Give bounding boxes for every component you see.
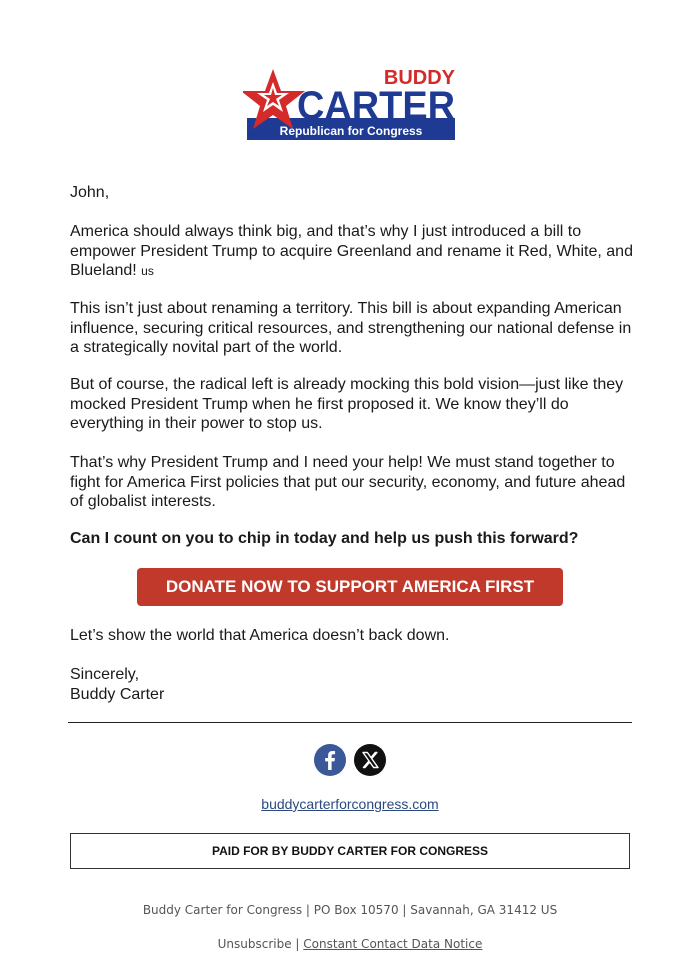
unsubscribe-link[interactable]: Unsubscribe [217, 937, 292, 951]
signoff: Sincerely, [70, 666, 140, 683]
facebook-icon[interactable] [314, 744, 346, 776]
us-flag-icon: us [141, 264, 154, 278]
donation-ask: Can I count on you to chip in today and help us push this forward? [70, 530, 579, 547]
logo-last-name: CARTER [297, 84, 456, 128]
paid-for-disclaimer: PAID FOR BY BUDDY CARTER FOR CONGRESS [70, 833, 630, 869]
paragraph-intro-text: America should always think big, and that’s why I just introduced a bill to empower President Trump to acquire Greenland and rename it Red, White, and Blueland! [70, 223, 633, 279]
logo-first-name: BUDDY [383, 67, 455, 89]
paragraph-bill: This isn’t just about renaming a territory. This bill is about expanding American influence, securing critical resources, and strengthening our national defense in a strategically novital part of the world. [70, 300, 632, 356]
footer-links [0, 937, 700, 951]
closing-line: Let’s show the world that America doesn’t back down. [70, 627, 450, 644]
footer-separator: | [295, 937, 300, 951]
logo-tagline: Republican for Congress [279, 124, 423, 138]
x-icon[interactable] [354, 744, 386, 776]
footer-address: Buddy Carter for Congress | PO Box 10570 | Savannah, GA 31412 US [142, 903, 558, 917]
campaign-logo [243, 66, 459, 142]
signature-block [70, 665, 640, 704]
signature-name: Buddy Carter [70, 685, 165, 703]
paragraph-help: That’s why President Trump and I need your help! We must stand together to fight for America First policies that put our security, economy, and future ahead of globalist interests. [70, 454, 626, 510]
greeting: John, [70, 184, 110, 201]
footer-divider [68, 722, 632, 723]
data-notice-link[interactable]: Constant Contact Data Notice [303, 937, 483, 951]
paragraph-intro [70, 222, 640, 282]
paragraph-opposition: But of course, the radical left is already mocking this bold vision—just like they mocked President Trump when he first proposed it. We know they’ll do everything in their power to stop us. [70, 376, 624, 432]
donate-button[interactable]: DONATE NOW TO SUPPORT AMERICA FIRST [137, 568, 563, 606]
website-link[interactable]: buddycarterforcongress.com [261, 796, 439, 812]
